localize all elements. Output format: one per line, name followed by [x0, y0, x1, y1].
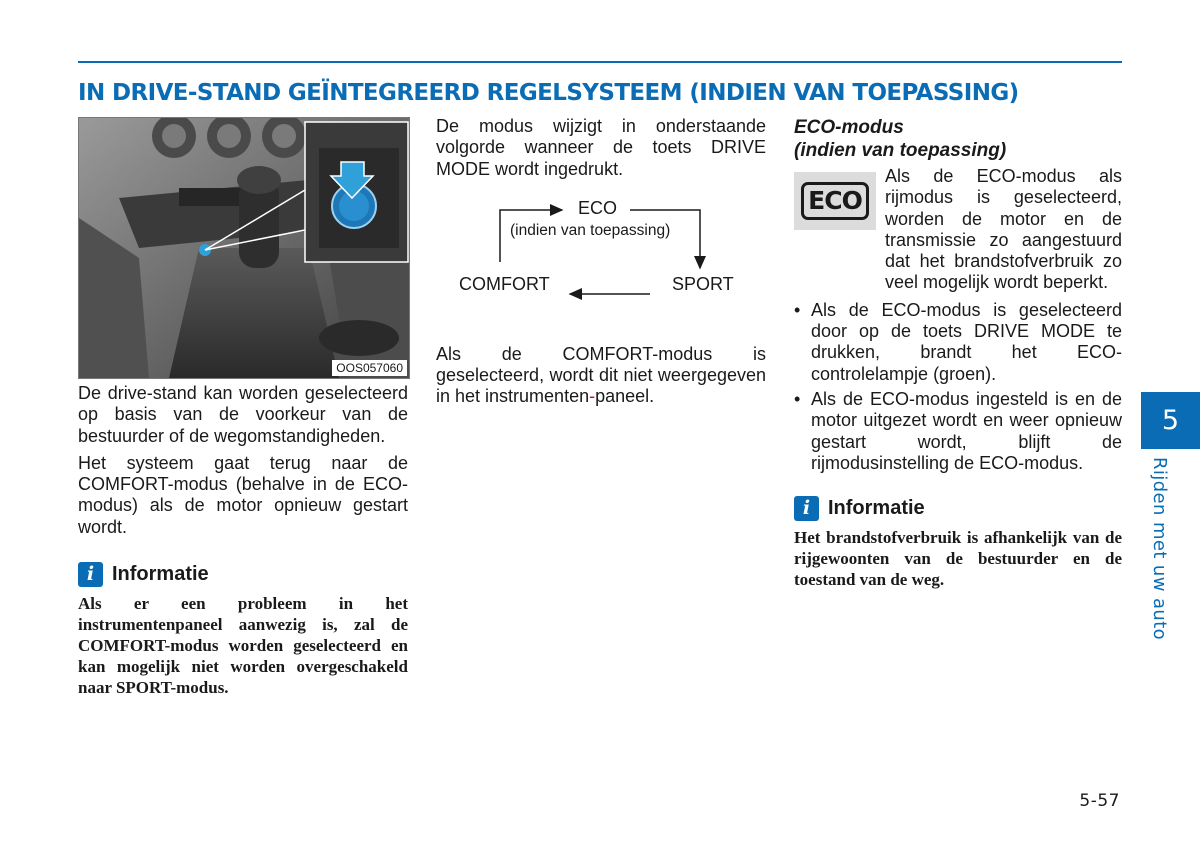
eco-block [794, 166, 1122, 294]
mode-cycle-diagram [436, 188, 766, 338]
paragraph-drive-stand: De drive-stand kan worden geselecteerd op basis van de voorkeur van de bestuurder of de wegomstandigheden. [78, 383, 408, 446]
eco-indicator-box [794, 172, 876, 230]
photo-code: OOS057060 [332, 360, 407, 376]
console-illustration [79, 118, 409, 378]
eco-heading-sub: (indien van toepassing) [794, 140, 1007, 161]
eco-heading: ECO-modus [794, 117, 904, 138]
column-1-text [78, 383, 408, 698]
info-heading [794, 496, 1122, 521]
column-3-text [794, 116, 1122, 590]
page-number: 5-57 [1079, 791, 1120, 811]
drive-mode-photo [78, 117, 410, 379]
info-title: Informatie [828, 497, 925, 520]
comfort-display-text: Als de COMFORT-modus is geselecteerd, wordt dit niet weergegeven in het instrumenten [436, 343, 766, 407]
paragraph-mode-order: De modus wijzigt in onderstaande volgorde wanneer de toets DRIVE MODE wordt ingedrukt. [436, 116, 766, 179]
hyphen-mark: - [589, 386, 596, 407]
diagram-comfort: COMFORT [459, 273, 550, 294]
info-icon: i [794, 496, 819, 521]
header-rule [78, 61, 1122, 63]
diagram-eco-sub: (indien van toepassing) [510, 221, 671, 239]
info-body: Als er een probleem in het instrumentenpaneel aanwezig is, zal de COMFORT-modus worden geselecteerd en kan mogelijk niet worden overgeschakeld naar SPORT-modus. [78, 594, 408, 698]
paragraph-comfort-display [436, 344, 766, 408]
info-icon: i [78, 562, 103, 587]
chapter-tab: 5 [1141, 392, 1200, 449]
bullet-item: • Als de ECO-modus ingesteld is en de motor uitgezet wordt en weer opnieuw gestart wordt, blijft de rijmodusinstelling de ECO-modus. [794, 389, 1122, 474]
eco-description: Als de ECO-modus als rijmodus is geselecteerd, worden de motor en de transmissie zo aangestuurd dat het brandstofverbruik zo veel mogelijk wordt beperkt. [885, 166, 1122, 293]
comfort-display-tail: paneel. [595, 386, 655, 407]
diagram-eco: ECO [578, 197, 618, 218]
bullet-item: • Als de ECO-modus is geselecteerd door op de toets DRIVE MODE te drukken, brandt het ECO-controlelampje (groen). [794, 300, 1122, 385]
info-body: Het brandstofverbruik is afhankelijk van de rijgewoonten van de bestuurder en de toestand van de weg. [794, 528, 1122, 590]
diagram-sport: SPORT [672, 273, 734, 294]
chapter-label: Rijden met uw auto [1149, 457, 1170, 641]
info-title: Informatie [112, 563, 209, 586]
info-heading [78, 562, 408, 587]
page-title: IN DRIVE-STAND GEÏNTEGREERD REGELSYSTEEM (INDIEN VAN TOEPASSING) [78, 80, 1019, 106]
column-2-text [436, 116, 766, 408]
eco-bullet-list [794, 300, 1122, 474]
paragraph-comfort-reset: Het systeem gaat terug naar de COMFORT-modus (behalve in de ECO-modus) als de motor opnieuw gestart wordt. [78, 452, 408, 537]
eco-indicator-icon: ECO [801, 182, 869, 220]
